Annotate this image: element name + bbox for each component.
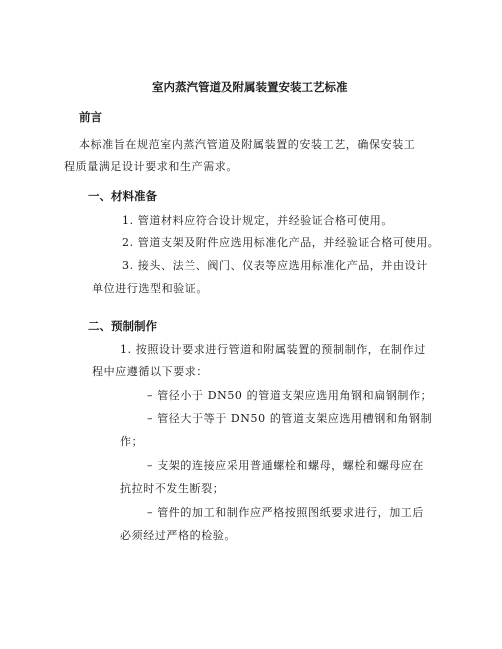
sub-list-item-continuation: 必须经过严格的检验。 [120,529,236,542]
sub-list-item: – 管径大于等于 DN50 的管道支架应选用槽钢和角钢制 [147,412,433,425]
preface-heading: 前言 [79,110,102,124]
sub-list-item-continuation: 抗拉时不发生断裂； [120,482,225,495]
list-item: 1. 管道材料应符合设计规定，并经验证合格可使用。 [122,214,393,227]
sub-list-item-continuation: 作； [120,435,144,448]
list-item: 1. 按照设计要求进行管道和附属装置的预制制作，在制作过 [120,343,426,356]
preface-text-line: 本标准旨在规范室内蒸汽管道及附属装置的安装工艺，确保安装工 [79,138,416,151]
section-heading-materials: 一、材料准备 [88,189,157,203]
list-item: 2. 管道支架及附件应选用标准化产品，并经验证合格可使用。 [122,236,440,249]
sub-list-item: – 管径小于 DN50 的管道支架应选用角钢和扁钢制作； [147,389,433,402]
list-item: 3. 接头、法兰、阀门、仪表等应选用标准化产品，并由设计 [122,259,428,272]
document-title: 室内蒸汽管道及附属装置安装工艺标准 [152,80,348,94]
list-item-continuation: 单位进行选型和验证。 [92,282,208,295]
sub-list-item: – 支架的连接应采用普通螺栓和螺母，螺栓和螺母应在 [147,459,424,472]
sub-list-item: – 管件的加工和制作应严格按照图纸要求进行，加工后 [147,506,424,519]
preface-text-line: 程质量满足设计要求和生产需求。 [64,160,238,173]
section-heading-prefab: 二、预制制作 [88,319,157,333]
list-item-continuation: 程中应遵循以下要求： [92,365,208,378]
